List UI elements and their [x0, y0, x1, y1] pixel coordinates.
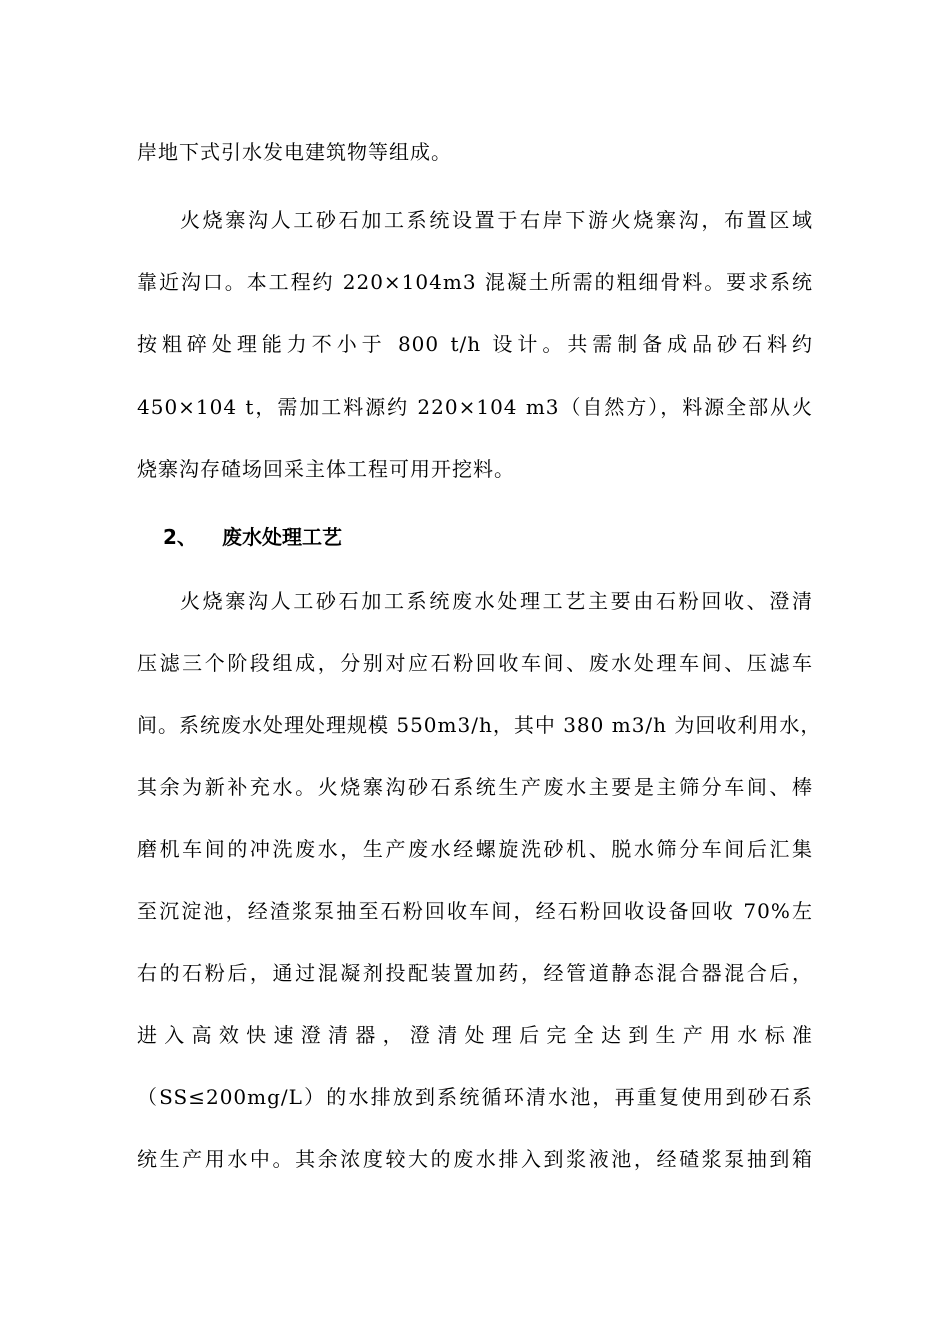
paragraph-3-line-6: 至沉淀池，经渣浆泵抽至石粉回收车间，经石粉回收设备回收 70%左: [137, 899, 813, 923]
paragraph-2-line-2: 靠近沟口。本工程约 220×104m3 混凝土所需的粗细骨料。要求系统: [137, 270, 813, 294]
paragraph-3-line-3: 间。系统废水处理处理规模 550m3/h，其中 380 m3/h 为回收利用水，: [137, 713, 822, 737]
paragraph-2-line-4: 450×104 t，需加工料源约 220×104 m3（自然方），料源全部从火: [137, 395, 813, 419]
paragraph-2-line-5: 烧寨沟存碴场回采主体工程可用开挖料。: [137, 457, 515, 481]
paragraph-3-line-7: 右的石粉后，通过混凝剂投配装置加药，经管道静态混合器混合后，: [137, 961, 813, 985]
paragraph-3-line-9: （SS≤200mg/L）的水排放到系统循环清水池，再重复使用到砂石系: [137, 1085, 813, 1109]
paragraph-3-line-4: 其余为新补充水。火烧寨沟砂石系统生产废水主要是主筛分车间、棒: [137, 775, 813, 799]
paragraph-3-line-5: 磨机车间的冲洗废水，生产废水经螺旋洗砂机、脱水筛分车间后汇集: [137, 837, 813, 861]
paragraph-3-line-8: 进入高效快速澄清器，澄清处理后完全达到生产用水标准: [137, 1023, 813, 1047]
paragraph-2-line-3: 按粗碎处理能力不小于 800 t/h 设计。共需制备成品砂石料约: [137, 332, 813, 356]
paragraph-2-line-1: 火烧寨沟人工砂石加工系统设置于右岸下游火烧寨沟，布置区域: [180, 208, 813, 232]
section-number: 2、: [163, 525, 197, 549]
paragraph-3-line-1: 火烧寨沟人工砂石加工系统废水处理工艺主要由石粉回收、澄清: [180, 589, 813, 613]
section-title: 废水处理工艺: [222, 525, 342, 549]
paragraph-3-line-10: 统生产用水中。其余浓度较大的废水排入到浆液池，经碴浆泵抽到箱: [137, 1147, 813, 1171]
paragraph-1-line-1: 岸地下式引水发电建筑物等组成。: [137, 140, 452, 164]
paragraph-3-line-2: 压滤三个阶段组成，分别对应石粉回收车间、废水处理车间、压滤车: [137, 651, 813, 675]
